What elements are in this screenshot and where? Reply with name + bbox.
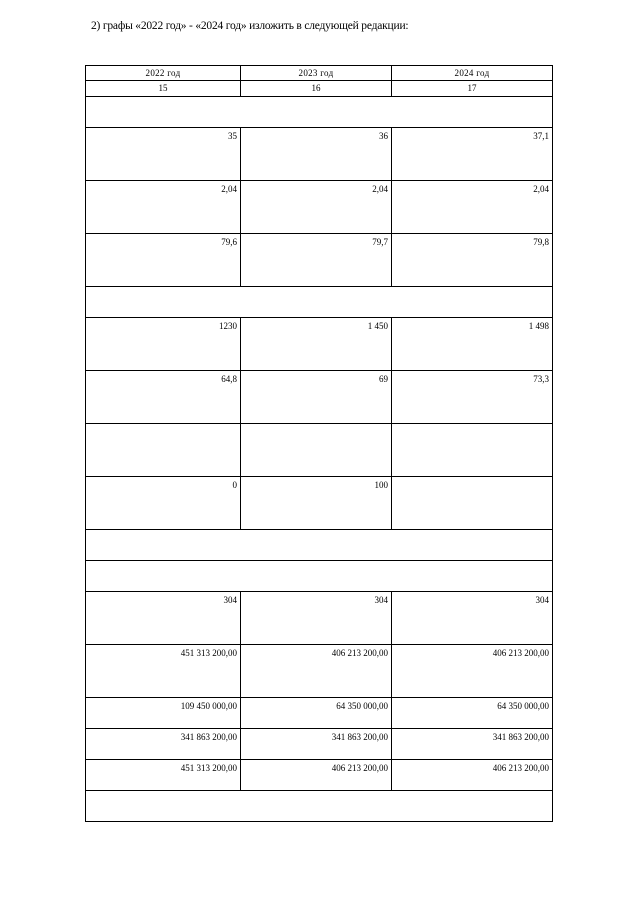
table-cell [86,424,241,477]
table-row [86,128,553,181]
header-row [86,66,553,81]
table-cell: 64 350 000,00 [241,698,392,729]
table-row [86,181,553,234]
table-cell: 1230 [86,318,241,371]
table-cell: 2,04 [241,181,392,234]
table-cell: 304 [241,592,392,645]
table-row [86,371,553,424]
table-cell: 341 863 200,00 [241,729,392,760]
table-cell: 341 863 200,00 [86,729,241,760]
table-cell: 79,7 [241,234,392,287]
section-row [86,287,553,318]
section-row [86,791,553,822]
table-cell [392,477,553,530]
budget-table-body [86,66,553,822]
table-cell: 109 450 000,00 [86,698,241,729]
table-cell: 406 213 200,00 [392,760,553,791]
table-cell: 341 863 200,00 [392,729,553,760]
table-cell [392,424,553,477]
table-cell: 36 [241,128,392,181]
table-row [86,592,553,645]
column-number-cell: 17 [392,81,553,97]
table-row [86,729,553,760]
section-cell [86,791,553,822]
table-cell: 406 213 200,00 [241,645,392,698]
section-row [86,530,553,561]
table-cell: 451 313 200,00 [86,760,241,791]
header-cell-2024: 2024 год [392,66,553,81]
table-cell: 37,1 [392,128,553,181]
header-cell-2022: 2022 год [86,66,241,81]
table-cell: 64,8 [86,371,241,424]
header-cell-2023: 2023 год [241,66,392,81]
table-cell: 79,8 [392,234,553,287]
table-row [86,318,553,371]
budget-table [85,65,553,822]
table-cell: 304 [86,592,241,645]
table-cell: 0 [86,477,241,530]
table-cell [241,424,392,477]
column-number-row [86,81,553,97]
table-cell: 79,6 [86,234,241,287]
section-cell [86,97,553,128]
table-cell: 406 213 200,00 [241,760,392,791]
table-cell: 73,3 [392,371,553,424]
table-cell: 64 350 000,00 [392,698,553,729]
table-row [86,477,553,530]
section-cell [86,561,553,592]
table-cell: 406 213 200,00 [392,645,553,698]
table-cell: 1 450 [241,318,392,371]
table-cell: 2,04 [86,181,241,234]
table-row [86,424,553,477]
table-row [86,760,553,791]
column-number-cell: 15 [86,81,241,97]
table-row [86,698,553,729]
section-cell [86,287,553,318]
table-row [86,234,553,287]
column-number-cell: 16 [241,81,392,97]
table-cell: 1 498 [392,318,553,371]
table-cell: 451 313 200,00 [86,645,241,698]
table-cell: 35 [86,128,241,181]
intro-text: 2) графы «2022 год» - «2024 год» изложить в следующей редакции: [91,20,409,32]
section-cell [86,530,553,561]
table-cell: 69 [241,371,392,424]
table-cell: 100 [241,477,392,530]
section-row [86,97,553,128]
table-row [86,645,553,698]
table-cell: 304 [392,592,553,645]
table-cell: 2,04 [392,181,553,234]
section-row [86,561,553,592]
